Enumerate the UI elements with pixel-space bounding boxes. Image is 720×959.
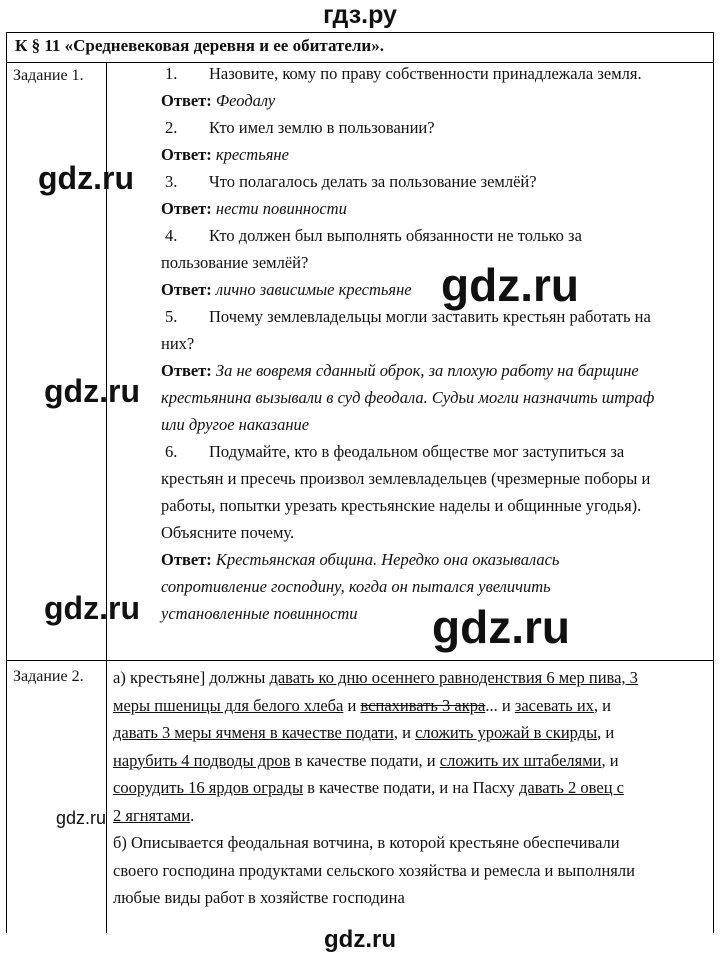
task2-line-2: меры пшеницы для белого хлеба и вспахивать 3 акра... и засевать их, и — [113, 695, 612, 715]
task2-line-4: нарубить 4 подводы дров в качестве подати, и сложить их штабелями, и — [113, 750, 619, 770]
watermark: gdz.ru — [432, 601, 570, 653]
task2-line-5: соорудить 16 ярдов ограды в качестве подати, и на Пасху давать 2 овец с — [113, 778, 624, 797]
answer-2: Ответ: крестьяне — [161, 145, 289, 164]
watermark: gdz.ru — [44, 373, 140, 409]
answer-3: Ответ: нести повинности — [161, 199, 347, 218]
question-2: 2. Кто имел землю в пользовании? — [165, 118, 435, 137]
answer-5: Ответ: За не вовремя сданный оброк, за плохую работу на барщине — [161, 361, 639, 380]
answer-5-cont2: или другое наказание — [161, 415, 310, 434]
answer-6-cont2: установленные повинности — [161, 604, 358, 623]
watermark: gdz.ru — [441, 259, 579, 311]
watermark: gdz.ru — [44, 590, 140, 626]
title-row — [7, 33, 713, 63]
task2-label: Задание 2. — [13, 668, 84, 685]
question-3: 3. Что полагалось делать за пользование землёй? — [165, 172, 537, 191]
task2-line-3: давать 3 меры ячменя в качестве подати, и сложить урожай в скирды, и — [113, 723, 615, 742]
answer-6-cont: сопротивление господину, когда он пытался увеличить — [161, 577, 551, 596]
answer-4: Ответ: лично зависимые крестьяне — [161, 280, 412, 299]
task1-label: Задание 1. — [13, 67, 84, 84]
task2-line-8: своего господина продуктами сельского хозяйства и ремесла и выполняли — [113, 860, 635, 880]
task2-line-6: 2 ягнятами. — [113, 805, 195, 825]
answer-5-cont: крестьянина вызывали в суд феодала. Судьи могли назначить штраф — [161, 388, 655, 407]
watermark: gdz.ru — [38, 160, 134, 196]
question-5-cont: них? — [161, 334, 195, 353]
task2-line-1: а) крестьяне] должны давать ко дню осеннего равноденствия 6 мер пива, 3 — [113, 668, 638, 687]
task2-line-9: любые виды работ в хозяйстве господина — [113, 888, 405, 907]
question-6: 6. Подумайте, кто в феодальном обществе мог заступиться за — [165, 442, 625, 461]
task2-content — [113, 664, 708, 912]
question-6-cont2: работы, попытки урезать крестьянские наделы и общинные угодья). — [161, 496, 642, 515]
task1-content — [161, 60, 706, 627]
question-4-cont: пользование землёй? — [161, 253, 309, 272]
task2-line-7: б) Описывается феодальная вотчина, в которой крестьяне обеспечивали — [113, 833, 620, 852]
answer-1: Ответ: Феодалу — [161, 91, 276, 110]
answer-6: Ответ: Крестьянская община. Нередко она оказывалась — [161, 550, 560, 569]
watermark: gdz.ru — [56, 808, 107, 828]
question-5: 5. Почему землевладельцы могли заставить крестьян работать на — [165, 307, 651, 326]
row-divider — [7, 660, 713, 661]
site-header: гдз.ру — [323, 1, 397, 29]
question-1: 1. Назовите, кому по праву собственности принадлежала земля. — [165, 64, 642, 83]
site-footer: gdz.ru — [324, 926, 396, 953]
question-6-cont3: Объясните почему. — [161, 523, 295, 542]
question-6-cont: крестьян и пресечь произвол землевладельцев (чрезмерные поборы и — [161, 469, 651, 488]
question-4: 4. Кто должен был выполнять обязанности не только за — [165, 226, 582, 245]
section-title: К § 11 «Средневековая деревня и ее обитатели». — [15, 36, 384, 55]
